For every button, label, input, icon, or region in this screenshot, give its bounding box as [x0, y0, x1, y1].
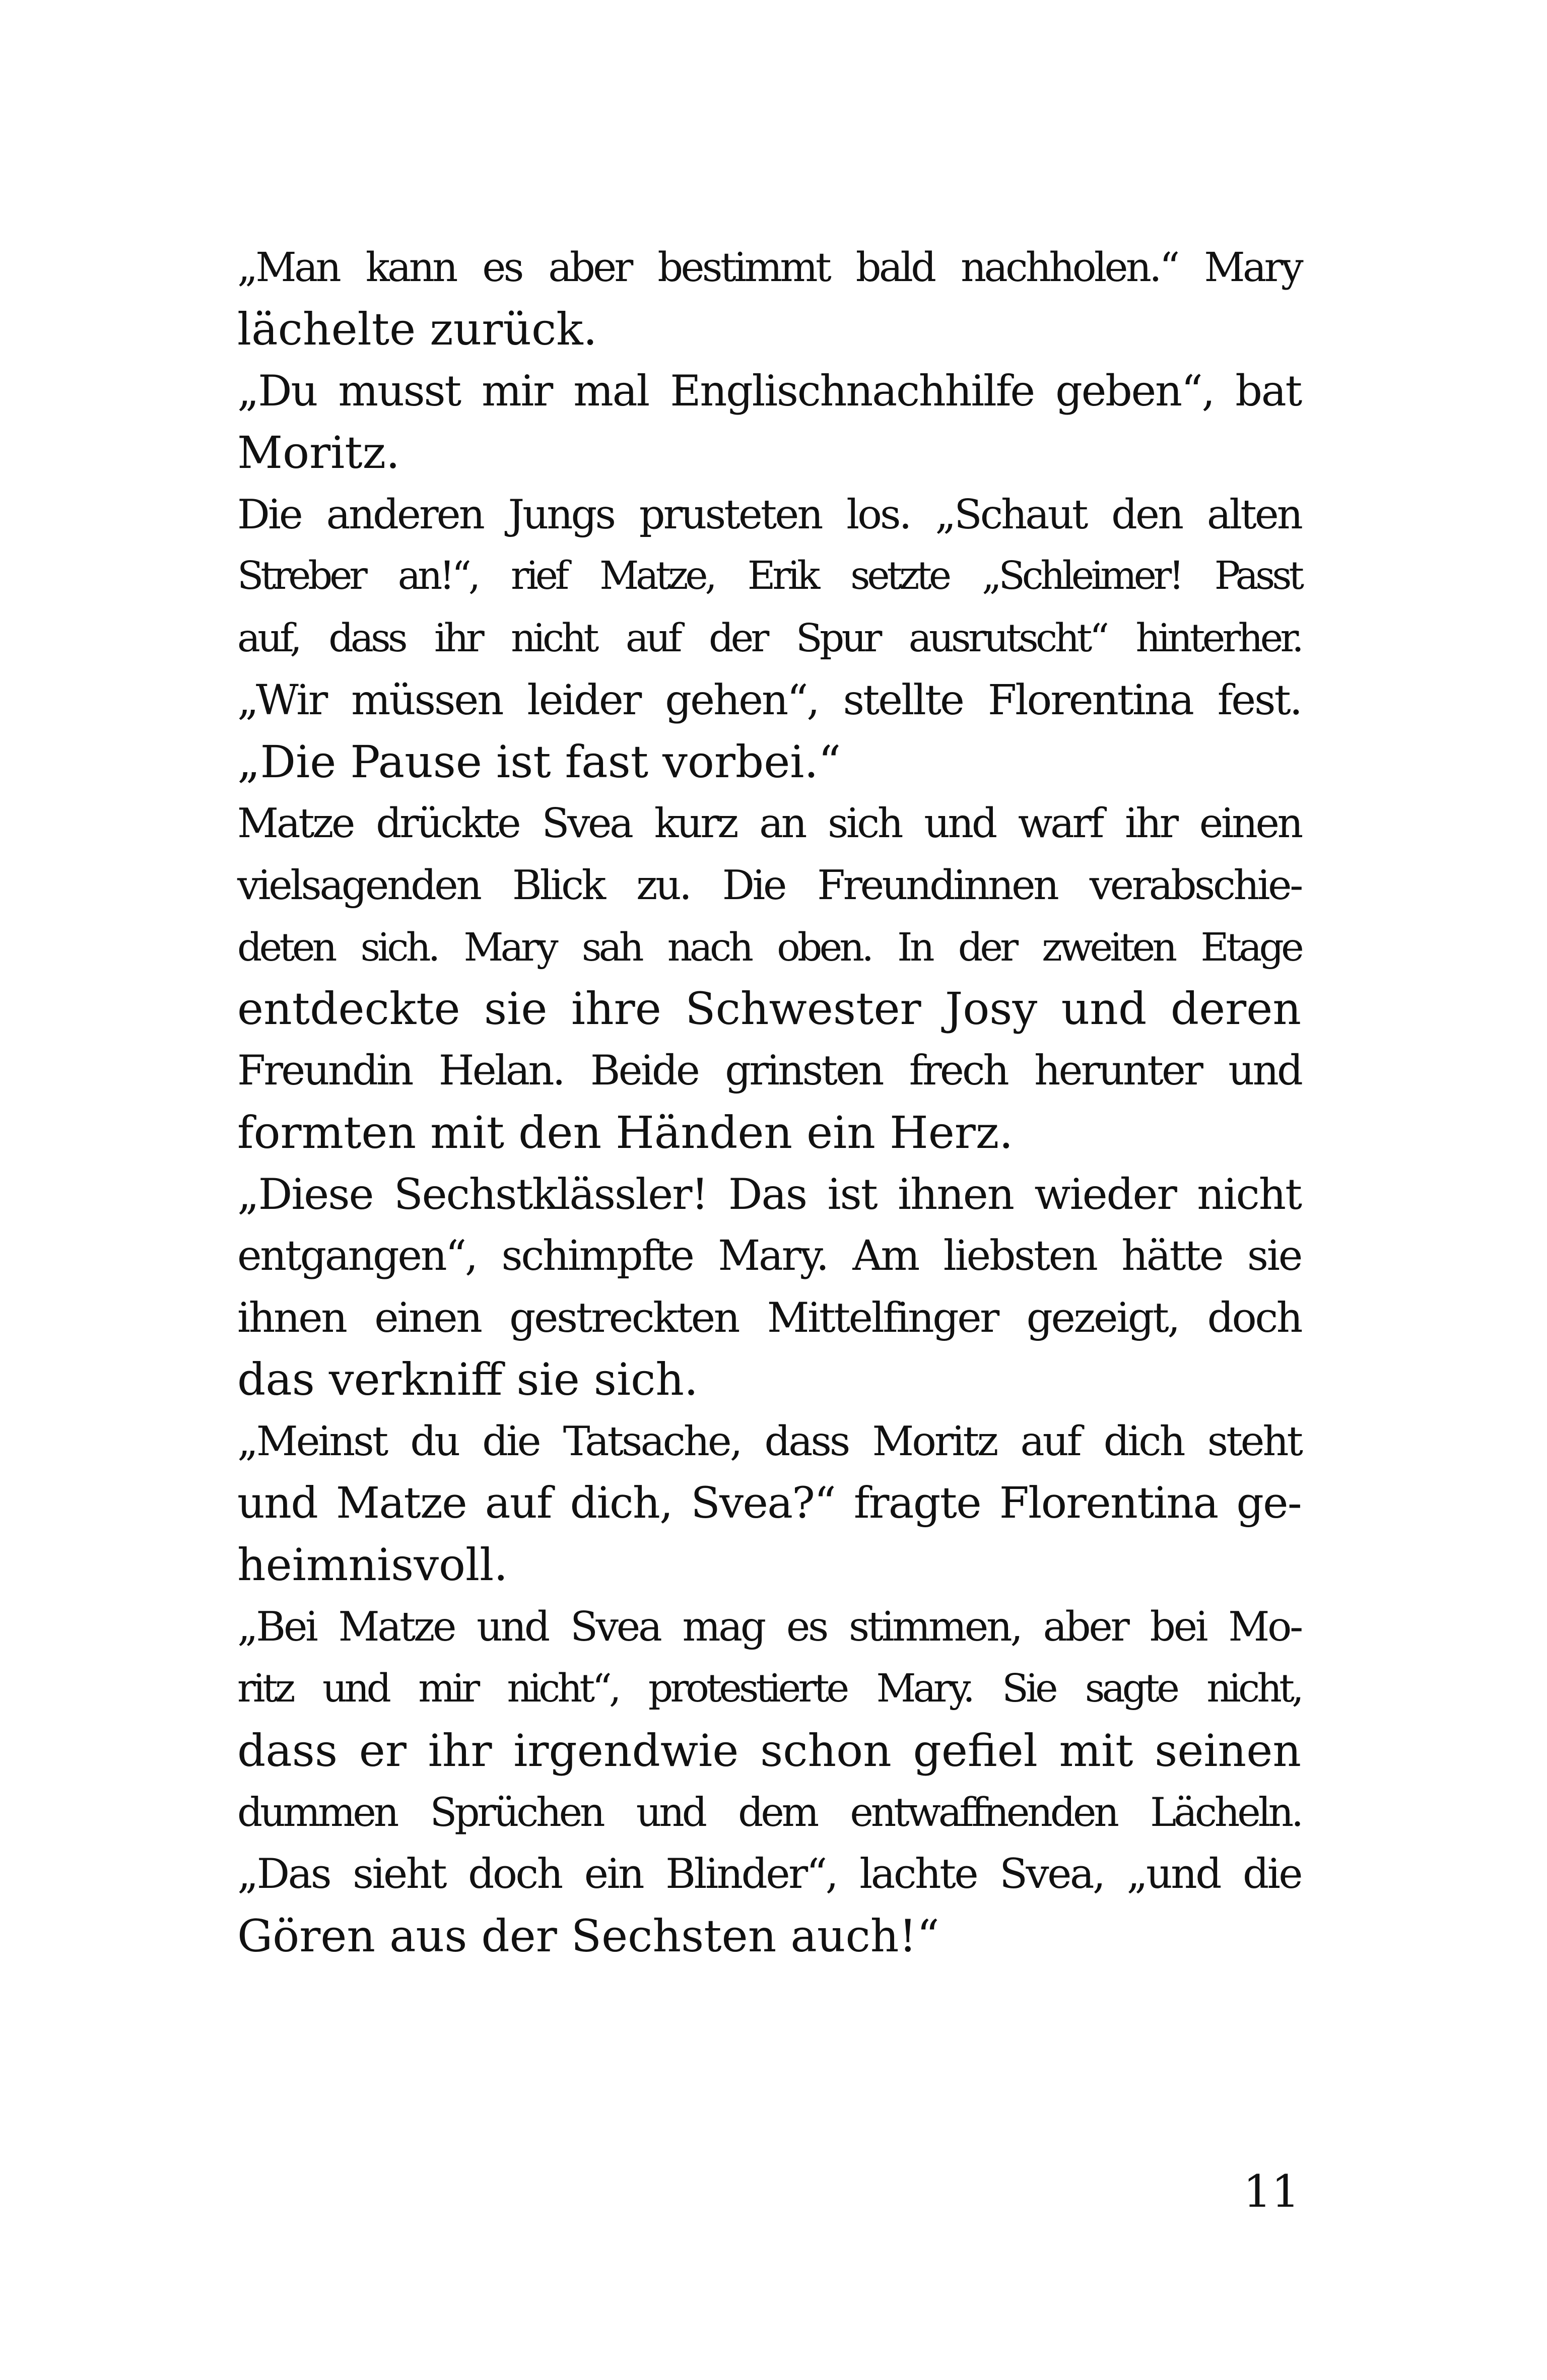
text-line: Moritz. — [237, 427, 400, 479]
text-line: „Man kann es aber bestimmt bald nachholen.“ Mary — [237, 244, 1301, 291]
text-line: Streber an!“, rief Matze, Erik setzte „Schleimer! Passt — [237, 554, 1301, 599]
text-line: vielsagenden Blick zu. Die Freundinnen verabschie- — [237, 861, 1301, 909]
text-line: heimnisvoll. — [237, 1539, 508, 1591]
text-line: Gören aus der Sechsten auch!“ — [237, 1910, 939, 1962]
text-line: formten mit den Händen ein Herz. — [237, 1106, 1014, 1159]
text-line: dass er ihr irgendwie schon gefiel mit seinen — [237, 1724, 1301, 1777]
text-line: Matze drückte Svea kurz an sich und warf ihr einen — [237, 800, 1301, 847]
text-line: entdeckte sie ihre Schwester Josy und deren — [237, 983, 1301, 1035]
text-line: ritz und mir nicht“, protestierte Mary. Sie sagte nicht, — [237, 1666, 1301, 1711]
text-line: das verkniff sie sich. — [237, 1353, 699, 1406]
text-line: Freundin Helan. Beide grinsten frech herunter und — [237, 1047, 1301, 1095]
text-line: „Die Pause ist fast vorbei.“ — [237, 735, 841, 788]
body-text — [237, 237, 1301, 1967]
text-line: entgangen“, schimpfte Mary. Am liebsten hätte sie — [237, 1232, 1301, 1280]
text-line: Die anderen Jungs prusteten los. „Schaut den alten — [237, 491, 1301, 538]
text-line: „Bei Matze und Svea mag es stimmen, aber bei Mo- — [237, 1603, 1301, 1651]
text-line: deten sich. Mary sah nach oben. In der zweiten Etage — [237, 924, 1301, 970]
page-number: 11 — [1243, 2165, 1300, 2217]
text-line: „Das sieht doch ein Blinder“, lachte Svea, „und die — [237, 1850, 1301, 1898]
text-line: „Du musst mir mal Englischnachhilfe geben“, bat — [237, 366, 1301, 416]
text-line: lächelte zurück. — [237, 303, 597, 355]
text-line: „Wir müssen leider gehen“, stellte Florentina fest. — [237, 675, 1301, 724]
text-line: dummen Sprüchen und dem entwaffnenden Lächeln. — [237, 1789, 1301, 1836]
text-line: „Meinst du die Tatsache, dass Moritz auf dich steht — [237, 1418, 1301, 1466]
text-line: ihnen einen gestreckten Mittelfinger gezeigt, doch — [237, 1294, 1301, 1342]
text-line: „Diese Sechstklässler! Das ist ihnen wieder nicht — [237, 1170, 1301, 1219]
text-line: und Matze auf dich, Svea?“ fragte Florentina ge- — [237, 1478, 1301, 1528]
text-line: auf, dass ihr nicht auf der Spur ausrutscht“ hinterher. — [237, 616, 1301, 661]
